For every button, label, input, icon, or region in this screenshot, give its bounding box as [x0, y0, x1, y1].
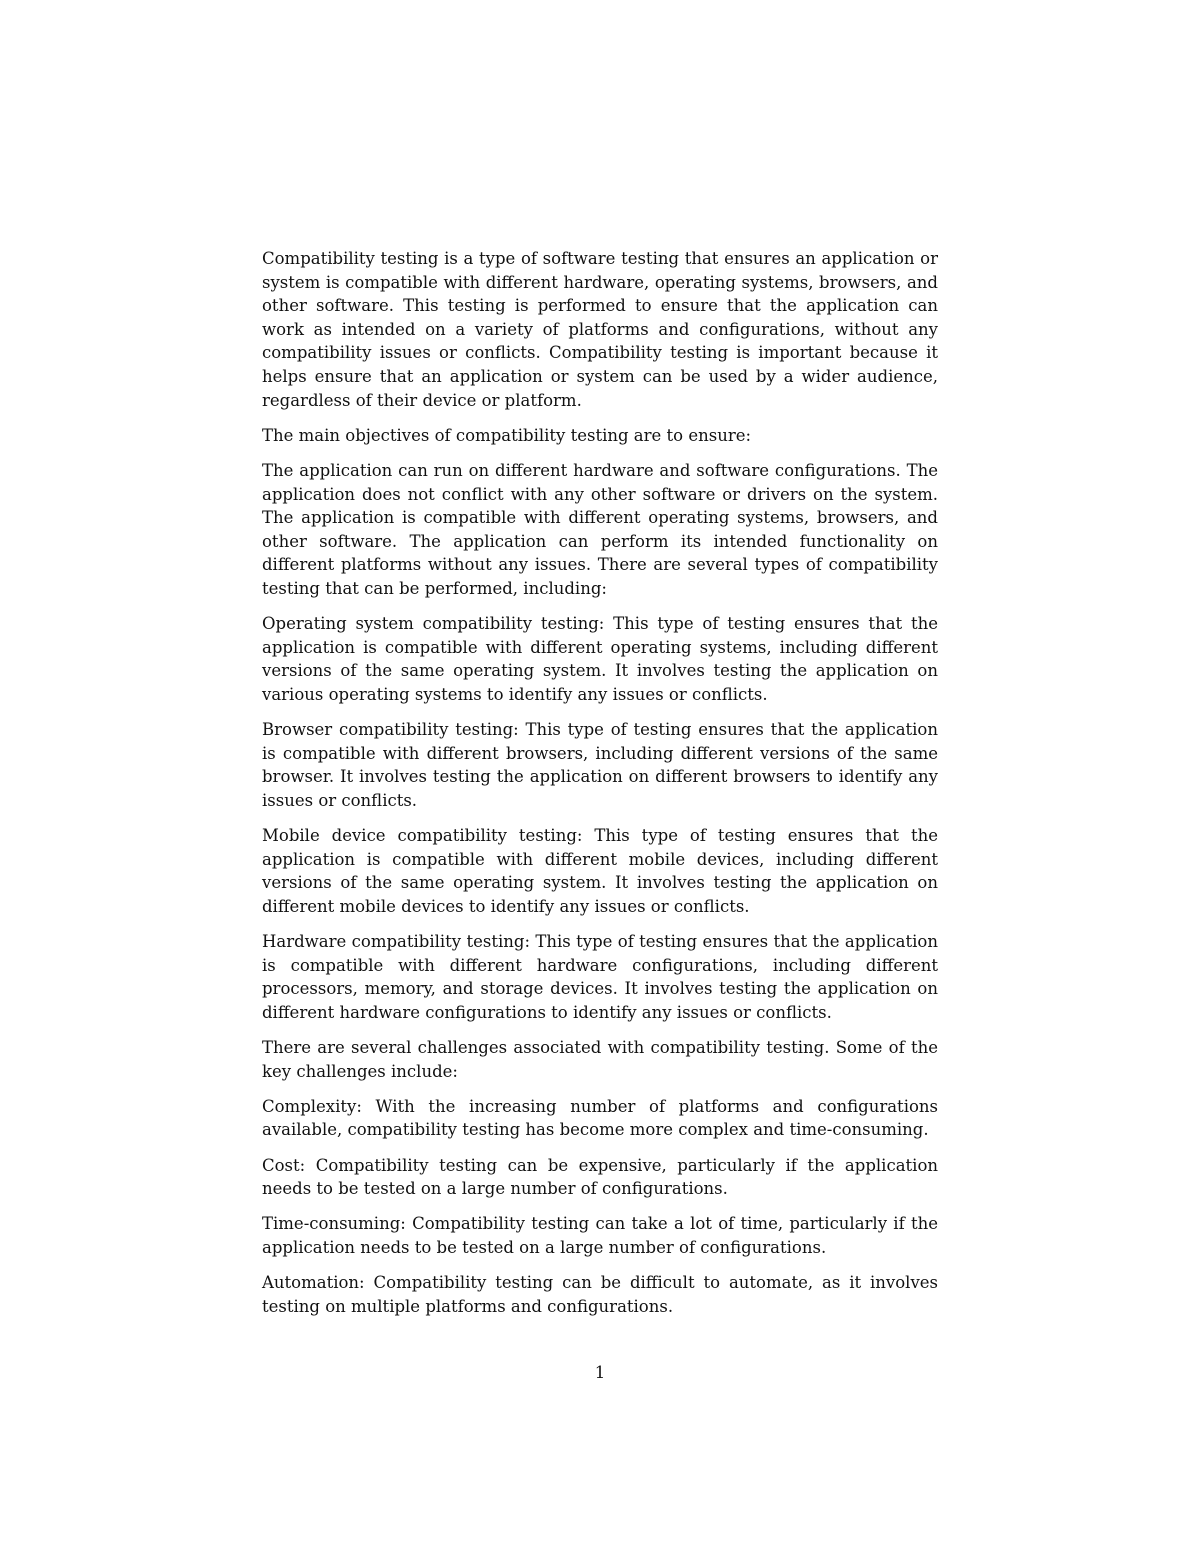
body-text: [262, 247, 938, 1330]
paragraph-objectives: The application can run on different hardware and software configurations. The application does not conflict with any other software or drivers on the system. The application is compatible with different operating systems, browsers, and other software. The application can perform its intended functionality on different platforms without any issues. There are several types of compatibility testing that can be performed, including:: [262, 460, 938, 598]
paragraph-objectives-heading: The main objectives of compatibility testing are to ensure:: [262, 425, 752, 445]
paragraph-browser-testing: Browser compatibility testing: This type of testing ensures that the application is compatible with different browsers, including different versions of the same browser. It involves testing the application on different browsers to identify any issues or conflicts.: [262, 720, 938, 810]
paragraph-mobile-testing: Mobile device compatibility testing: This type of testing ensures that the application is compatible with different mobile devices, including different versions of the same operating system. It involves testing the application on different mobile devices to identify any issues or conflicts.: [262, 826, 938, 916]
paragraph-hardware-testing: Hardware compatibility testing: This type of testing ensures that the application is compatible with different hardware configurations, including different processors, memory, and storage devices. It involves testing the application on different hardware configurations to identify any issues or conflicts.: [262, 932, 938, 1022]
paragraph-os-testing: Operating system compatibility testing: This type of testing ensures that the application is compatible with different operating systems, including different versions of the same operating system. It involves testing the application on various operating systems to identify any issues or conflicts.: [262, 614, 938, 704]
page-number: 1: [594, 1363, 606, 1382]
paragraph-challenges-heading: There are several challenges associated with compatibility testing. Some of the key challenges include:: [262, 1037, 938, 1081]
paragraph-cost: Cost: Compatibility testing can be expensive, particularly if the application needs to be tested on a large number of configurations.: [262, 1155, 938, 1199]
paragraph-intro: Compatibility testing is a type of software testing that ensures an application or system is compatible with different hardware, operating systems, browsers, and other software. This testing is performed to ensure that the application can work as intended on a variety of platforms and configurations, without any compatibility issues or conflicts. Compatibility testing is important because it helps ensure that an application or system can be used by a wider audience, regardless of their device or platform.: [262, 249, 938, 410]
paragraph-time-consuming: Time-consuming: Compatibility testing can take a lot of time, particularly if the application needs to be tested on a large number of configurations.: [262, 1214, 938, 1257]
paragraph-automation: Automation: Compatibility testing can be difficult to automate, as it involves testing on multiple platforms and configurations.: [262, 1273, 938, 1316]
paragraph-complexity: Complexity: With the increasing number of platforms and configurations available, compatibility testing has become more complex and time-consuming.: [262, 1096, 938, 1140]
